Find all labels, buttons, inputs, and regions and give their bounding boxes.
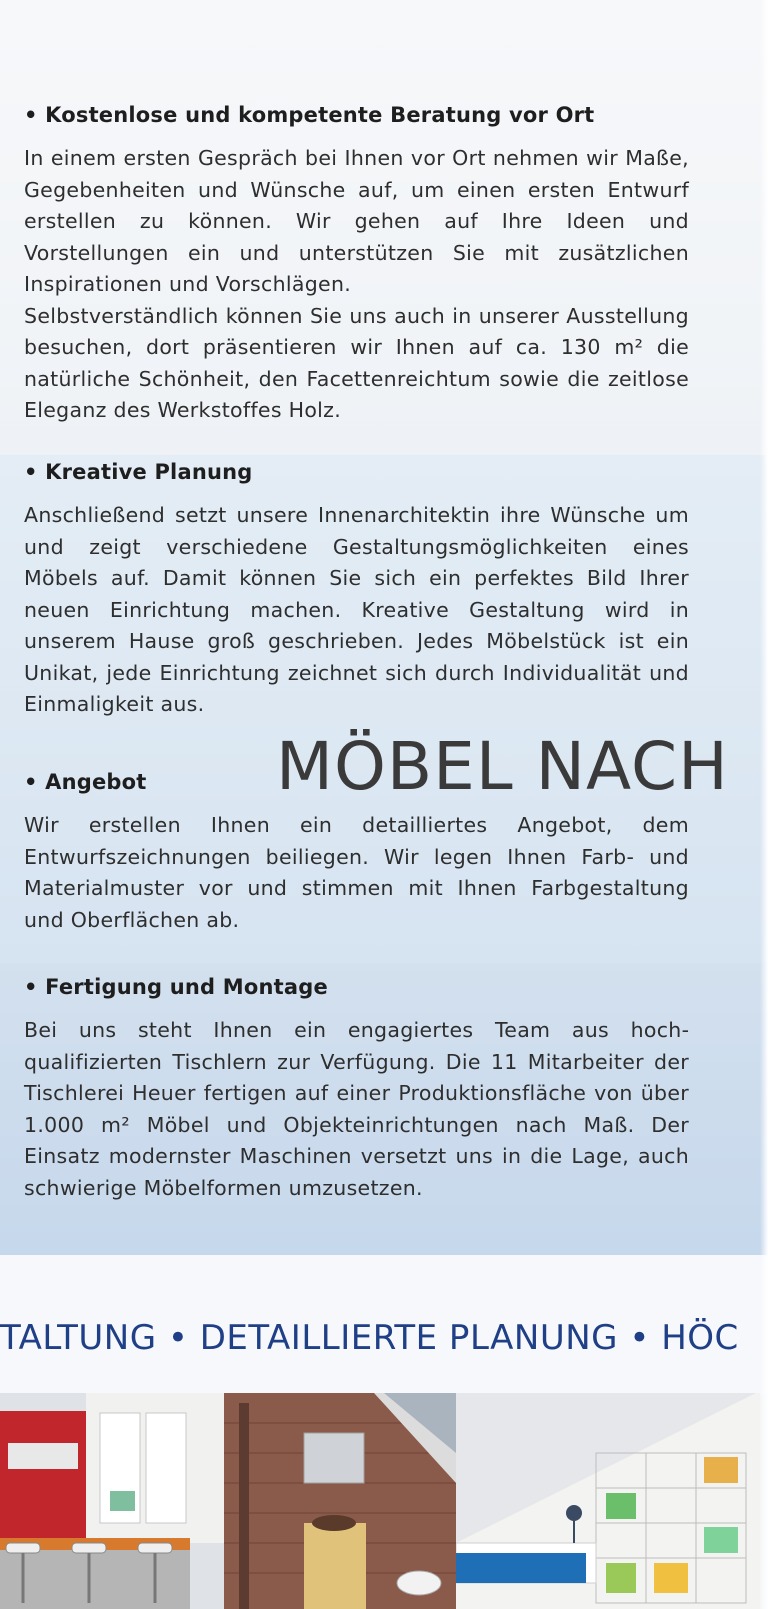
section-heading: • Kreative Planung (24, 460, 253, 484)
section-paragraph: In einem ersten Gespräch bei Ihnen vor Ort nehmen wir Maße, Gegebenheiten und Wünsche auf, um einen ersten Entwurf erstellen zu können. Wir gehen auf Ihre Ideen und Vorstellungen ein und unterstützen Sie mit zusätzlichen Inspirationen und Vorschlägen. (24, 146, 689, 296)
section-paragraph: Selbstverständlich können Sie uns auch in unserer Ausstellung besuchen, dort präsentieren wir Ihnen auf ca. 130 m² die natürliche Schönheit, den Facettenreichtum sowie die zeitlose Eleganz des Werkstoffes Holz. (24, 303, 689, 422)
section-heading: • Fertigung und Montage (24, 975, 328, 999)
section-fertigung (24, 975, 689, 1204)
bathroom-image (224, 1393, 456, 1609)
section-paragraph: Wir erstellen Ihnen ein detailliertes Angebot, dem Entwurfszeichnungen beiliegen. Wir legen Ihnen Farb- und Materialmuster vor und stimmen mit Ihnen Farbgestaltung und Oberflächen ab. (24, 813, 689, 932)
section-angebot (24, 770, 689, 936)
section-beratung (24, 103, 689, 427)
section-heading: • Angebot (24, 770, 147, 794)
kitchen-image (0, 1393, 224, 1609)
tagline-banner: TALTUNG • DETAILLIERTE PLANUNG • HÖC (0, 1318, 739, 1358)
page-edge (760, 0, 768, 1609)
section-paragraph: Anschließend setzt unsere Innenarchitektin ihre Wünsche um und zeigt verschiedene Gestaltungsmöglichkeiten eines Möbels auf. Damit können Sie sich ein perfektes Bild Ihrer neuen Einrichtung machen. Kreative Gestaltung wird in unserem Hause groß geschrieben. Jedes Möbelstück ist ein Unikat, jede Einrichtung zeichnet sich durch Individualität und Einmaligkeit aus. (24, 503, 689, 716)
headline-moebel-nach: MÖBEL NACH (276, 728, 729, 805)
section-paragraph: Bei uns steht Ihnen ein engagiertes Team aus hochqualifizierten Tischlern zur Verfügung. Die 11 Mitarbeiter der Tischlerei Heuer fertigen auf einer Produktionsfläche von über 1.000 m² Möbel und Objekteinrichtungen nach Maß. Der Einsatz modernster Maschinen versetzt uns in die Lage, auch schwierige Möbelformen umzusetzen. (24, 1018, 689, 1200)
bedroom-image (456, 1393, 760, 1609)
photo-strip (0, 1393, 768, 1609)
section-kreative-planung (24, 460, 689, 721)
section-heading: • Kostenlose und kompetente Beratung vor Ort (24, 103, 595, 127)
